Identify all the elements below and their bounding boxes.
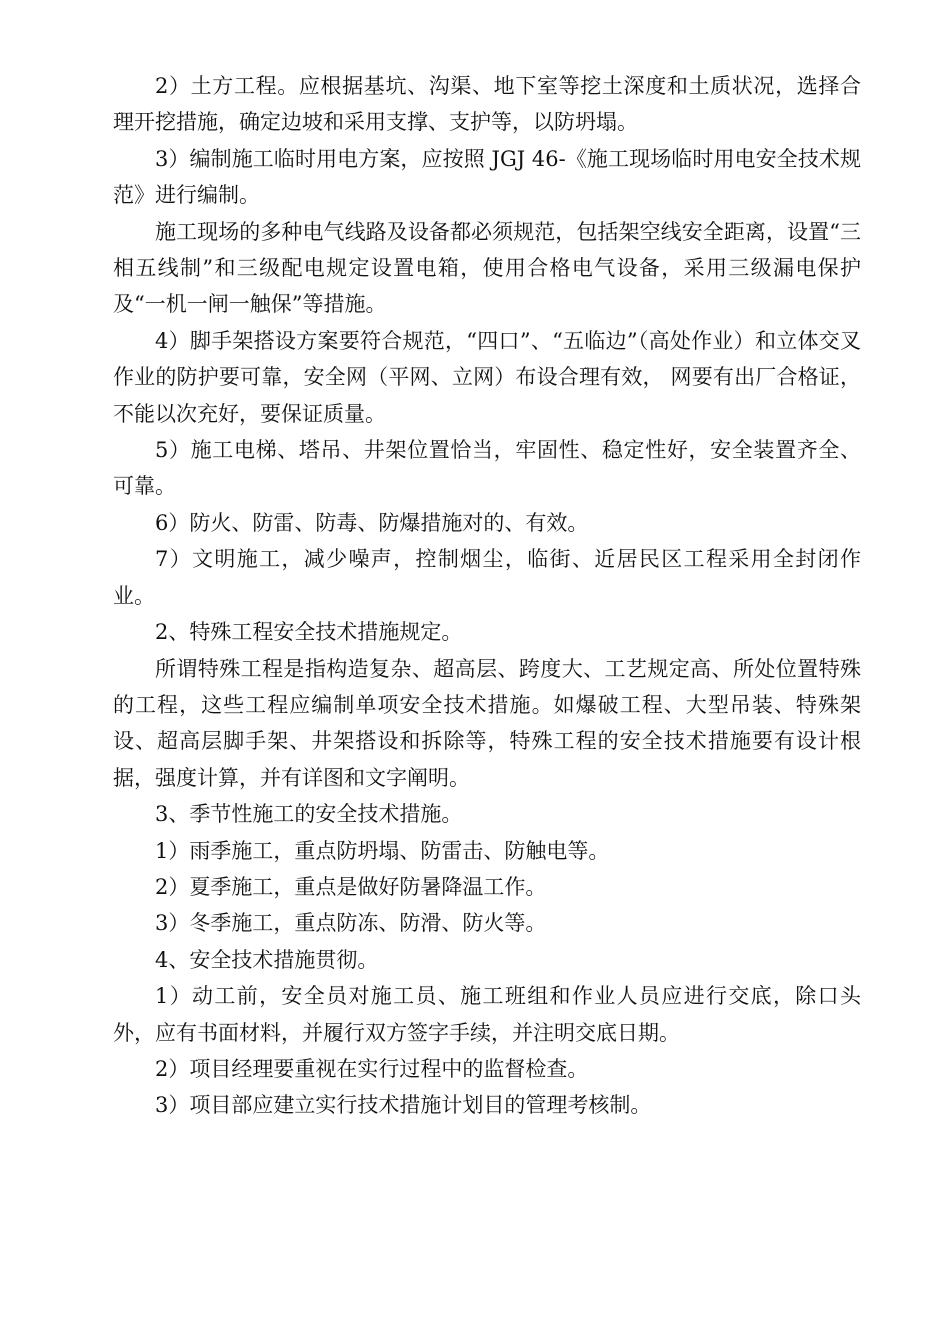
paragraph-fire-lightning: 6）防火、防雷、防毒、防爆措施对的、有效。 bbox=[155, 510, 589, 535]
document-page bbox=[113, 68, 861, 1124]
paragraph-scaffolding: 4）脚手架搭设方案要符合规范，“四口”、“五临边”（高处作业）和立体交叉作业的防护要可靠，安全网（平网、立网）布设合理有效， 网要有出厂合格证，不能以次充好，要保证质量。 bbox=[113, 328, 861, 426]
paragraph-assessment: 3）项目部应建立实行技术措施计划目的管理考核制。 bbox=[155, 1093, 652, 1118]
heading-implementation: 4、安全技术措施贯彻。 bbox=[155, 947, 379, 972]
paragraph-winter: 3）冬季施工，重点防冻、防滑、防火等。 bbox=[155, 911, 547, 936]
paragraph-civilized-construction: 7）文明施工，减少噪声，控制烟尘，临街、近居民区工程采用全封闭作业。 bbox=[113, 547, 861, 608]
paragraph-summer: 2）夏季施工，重点是做好防暑降温工作。 bbox=[155, 874, 547, 899]
paragraph-supervision: 2）项目经理要重视在实行过程中的监督检查。 bbox=[155, 1056, 589, 1081]
paragraph-special-works: 所谓特殊工程是指构造复杂、超高层、跨度大、工艺规定高、所处位置特殊的工程，这些工程应编制单项安全技术措施。如爆破工程、大型吊装、特殊架设、超高层脚手架、井架搭设和拆除等，特殊工程的安全技术措施要有设计根据，强度计算，并有详图和文字阐明。 bbox=[113, 656, 861, 790]
paragraph-briefing: 1）动工前，安全员对施工员、施工班组和作业人员应进行交底，除口头外，应有书面材料，并履行双方签字手续，并注明交底日期。 bbox=[113, 984, 861, 1045]
heading-seasonal: 3、季节性施工的安全技术措施。 bbox=[155, 802, 463, 827]
paragraph-earthwork: 2）土方工程。应根据基坑、沟渠、地下室等挖土深度和土质状况，选择合理开挖措施，确定边坡和采用支撑、支护等，以防坍塌。 bbox=[113, 74, 861, 135]
paragraph-rainy-season: 1）雨季施工，重点防坍塌、防雷击、防触电等。 bbox=[155, 838, 610, 863]
paragraph-elevator-crane: 5）施工电梯、塔吊、井架位置恰当，牢固性、稳定性好，安全装置齐全、可靠。 bbox=[113, 438, 861, 499]
heading-special-works: 2、特殊工程安全技术措施规定。 bbox=[155, 620, 463, 645]
paragraph-temp-power-plan: 3）编制施工临时用电方案，应按照 JGJ 46-《施工现场临时用电安全技术规范》进行编制。 bbox=[113, 146, 861, 208]
paragraph-electrical-lines: 施工现场的多种电气线路及设备都必须规范，包括架空线安全距离，设置“三相五线制”和三级配电规定设置电箱，使用合格电气设备，采用三级漏电保护及“一机一闸一触保”等措施。 bbox=[113, 219, 861, 317]
